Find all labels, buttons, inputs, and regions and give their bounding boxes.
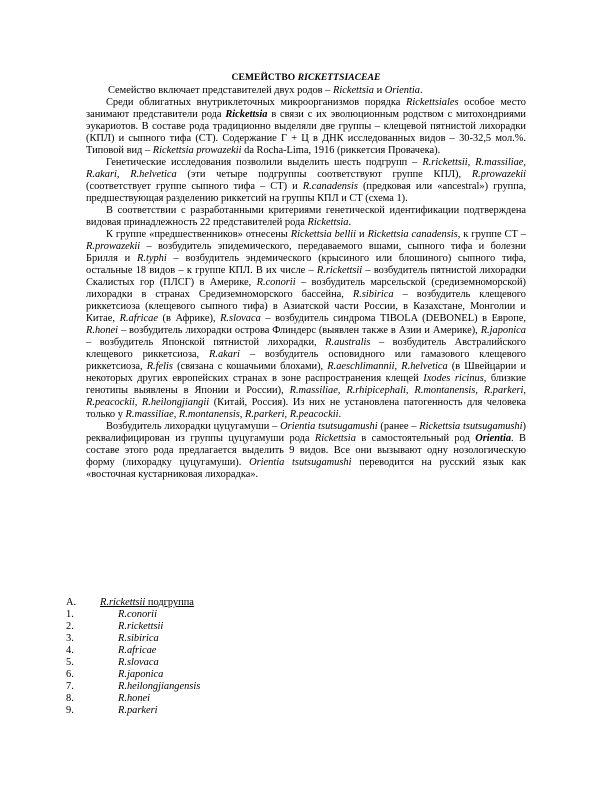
text-run: (в Африке), [157, 313, 221, 324]
list-item-species: R.rickettsii [118, 621, 164, 632]
text-run: переводится на русский язык как «восточная кустарниковая лихорадка». [86, 457, 526, 480]
italic-text-run: Ixodes ricinus [423, 373, 484, 384]
text-run: – возбудитель лихорадки острова Флиндерс (выявлен также в Азии и Америке), [118, 325, 481, 336]
text-run: (Китай, Россия). Из них не установлена патогенность для человека только у [86, 397, 526, 420]
text-run: (эти четыре подгруппы соответствуют группе КПЛ), [176, 169, 472, 180]
italic-text-run: Rickettsia [332, 85, 374, 96]
list-item-species: R.conorii [118, 609, 157, 620]
italic-text-run: Rickettsia [307, 217, 349, 228]
list-item-species: R.parkeri [118, 705, 158, 716]
italic-text-run: R.prowazekii [86, 241, 141, 252]
italic-text-run: R.massiliae, R.rhipicephali, R.montanensis, R.parkeri, R.peacockii, R.heilongjiangii [86, 385, 526, 408]
list-item [66, 669, 366, 681]
text-run: ) реквалифицирован из группы цуцугамуши рода [86, 421, 526, 444]
subgroup-items [66, 609, 366, 717]
italic-text-run: R.sibirica [352, 289, 394, 300]
text-run: – возбудитель осповидного или гамазового клещевого риккетсиоза, [86, 349, 526, 372]
italic-text-run: R.africae [119, 313, 158, 324]
text-run: и [356, 229, 368, 240]
text-run: В соответствии с разработанными критериями генетической идентификации подтверждена видовая принадлежность 22 представителей рода [86, 205, 526, 228]
italic-text-run: Rickettsia [314, 433, 356, 444]
text-run: особое место занимают представители рода [86, 97, 526, 120]
text-run: . [338, 409, 342, 420]
italic-text-run: R.rickettsii [316, 265, 363, 276]
italic-text-run: R.rickettsii [100, 597, 146, 608]
subgroup-list [66, 597, 366, 717]
text-run: (соответствует группе сыпного тифа – СТ) и [86, 181, 303, 192]
paragraph-5 [86, 229, 526, 421]
list-item-species: R.africae [118, 645, 157, 656]
italic-text-run: R.australis [325, 337, 371, 348]
paragraph-2 [86, 97, 526, 157]
text-run: da Rocha-Lima, 1916 (риккетсия Провачека). [241, 145, 441, 156]
list-item-number: 6. [66, 669, 74, 680]
text-run: – возбудитель эпидемического, передаваемого вшами, сыпного тифа и болезни Брилля и [86, 241, 526, 264]
text-run: Среди облигатных внутриклеточных микроорганизмов порядка [106, 97, 406, 108]
list-item [66, 645, 366, 657]
italic-text-run: R.aeschlimannii, R.helvetica [327, 361, 448, 372]
list-item-number: 5. [66, 657, 74, 668]
text-run: – возбудитель Австралийского клещевого риккетсиоза, [86, 337, 526, 360]
italic-text-run: Orientia tsutsugamushi [280, 421, 378, 432]
text-run: – возбудитель клещевого риккетсиоза (клещевого сыпного тифа) в Азиатской части России, в Казахстане, Монголии и Китае, [86, 289, 526, 324]
subgroup-label: A. [66, 597, 77, 608]
list-item [66, 681, 366, 693]
text-run: – возбудитель пятнистой лихорадки Скалистых гор (ПЛСГ) в Америке, [86, 265, 527, 288]
list-item-number: 8. [66, 693, 74, 704]
italic-text-run: Rickettsia canadensis [367, 229, 458, 240]
page-title [86, 72, 526, 84]
italic-text-run: Rickettsia tsutsugamushi [419, 421, 523, 432]
text-run: – возбудитель эндемического (крысиного или блошиного) сыпного тифа, остальные 18 видов – к группе КПЛ. В их числе – [86, 253, 526, 276]
text-run: – возбудитель Японской пятнистой лихорадки, [86, 337, 326, 348]
list-item-number: 9. [66, 705, 74, 716]
list-item-species: R.heilongjiangensis [118, 681, 201, 692]
text-run: в связи с их эволюционным родством с митохондриями эукариотов. В составе рода традиционно выделяли две группы – клещевой пятнистой лихорадки (КПЛ) и сыпного тифа (СТ). Содержание Г + Ц в ДНК исследованных видов – 30-32,5 мол.%. Типовой вид – [86, 109, 526, 156]
italic-text-run: R.prowazekii [471, 169, 526, 180]
italic-text-run: R.honei [86, 325, 119, 336]
text-run: и [373, 85, 385, 96]
paragraph-3 [86, 157, 526, 205]
italic-text-run: R.typhi [137, 253, 167, 264]
text-run: (связана с кошачьими блохами), [172, 361, 328, 372]
list-item-number: 3. [66, 633, 74, 644]
list-item-number: 2. [66, 621, 74, 632]
text-run: Возбудитель лихорадки цуцугамуши – [106, 421, 281, 432]
text-run: К группе «предшественников» отнесены [106, 229, 291, 240]
text-run: , близкие генотипы выявлены в Японии и России), [86, 373, 527, 396]
italic-text-run: Orientia [384, 85, 420, 96]
text-run: Семейство включает представителей двух родов – [108, 85, 333, 96]
italic-text-run: Rickettsiales [406, 97, 459, 108]
list-item-species: R.honei [118, 693, 151, 704]
list-item-number: 1. [66, 609, 74, 620]
text-run: – возбудитель марсельской (средиземноморской) лихорадки в странах Средиземноморского бассейна, [86, 277, 526, 300]
text-run: , к группе СТ – [457, 229, 527, 240]
italic-text-run: R.felis [146, 361, 173, 372]
text-run: . [419, 85, 423, 96]
list-item-number: 7. [66, 681, 74, 692]
italic-text-run: Rickettsia prowazekii [152, 145, 242, 156]
subgroup-heading-text [100, 597, 194, 609]
italic-text-run: R.japonica [480, 325, 526, 336]
text-run: в самостоятельный род [355, 433, 476, 444]
italic-text-run: R.rickettsii, R.massiliae, R.akari, R.helvetica [86, 157, 526, 180]
italic-text-run: R.canadensis [302, 181, 358, 192]
italic-text-run: R.slovaca [220, 313, 261, 324]
text-run: . В составе этого рода предлагается выделить 9 видов. Все они вызывают одну нозологическую форму (лихорадку цуцугамуши). [86, 433, 526, 468]
text-run: Генетические исследования позволили выделить шесть подгрупп – [106, 157, 423, 168]
list-item-number: 4. [66, 645, 74, 656]
text-run: (в Швейцарии и некоторых других европейских странах в зоне распространения клещей [86, 361, 526, 384]
text-run: (ранее – [377, 421, 420, 432]
italic-text-run: R.akari [209, 349, 240, 360]
subgroup-heading [66, 597, 366, 609]
paragraph-1 [86, 85, 526, 97]
paragraph-6 [86, 421, 526, 481]
list-item [66, 693, 366, 705]
text-run: подгруппа [145, 597, 194, 608]
italic-text-run: Rickettsia bellii [290, 229, 357, 240]
text-run: (предковая или «ancestral») группа, предшествующая разделению риккетсий на группы КПЛ и СТ (схема 1). [86, 181, 526, 204]
document-body [86, 72, 526, 481]
italic-text-run: Orientia [475, 433, 512, 444]
list-item [66, 705, 366, 717]
title-family-name: RICKETTSIACEAE [297, 73, 381, 83]
title-prefix: СЕМЕЙСТВО [231, 73, 298, 83]
list-item [66, 657, 366, 669]
list-item [66, 633, 366, 645]
list-item [66, 621, 366, 633]
text-run: . [348, 217, 352, 228]
list-item-species: R.sibirica [118, 633, 159, 644]
paragraph-4 [86, 205, 526, 229]
italic-text-run: R.massiliae, R.montanensis, R.parkeri, R.peacockii [125, 409, 339, 420]
italic-text-run: R.conorii [256, 277, 296, 288]
list-item [66, 609, 366, 621]
list-item-species: R.japonica [118, 669, 164, 680]
text-run: – возбудитель синдрома TIBOLA (DEBONEL) в Европе, [260, 313, 526, 324]
italic-text-run: Orientia tsutsugamushi [249, 457, 352, 468]
list-item-species: R.slovaca [118, 657, 159, 668]
italic-text-run: Rickettsia [225, 109, 268, 120]
